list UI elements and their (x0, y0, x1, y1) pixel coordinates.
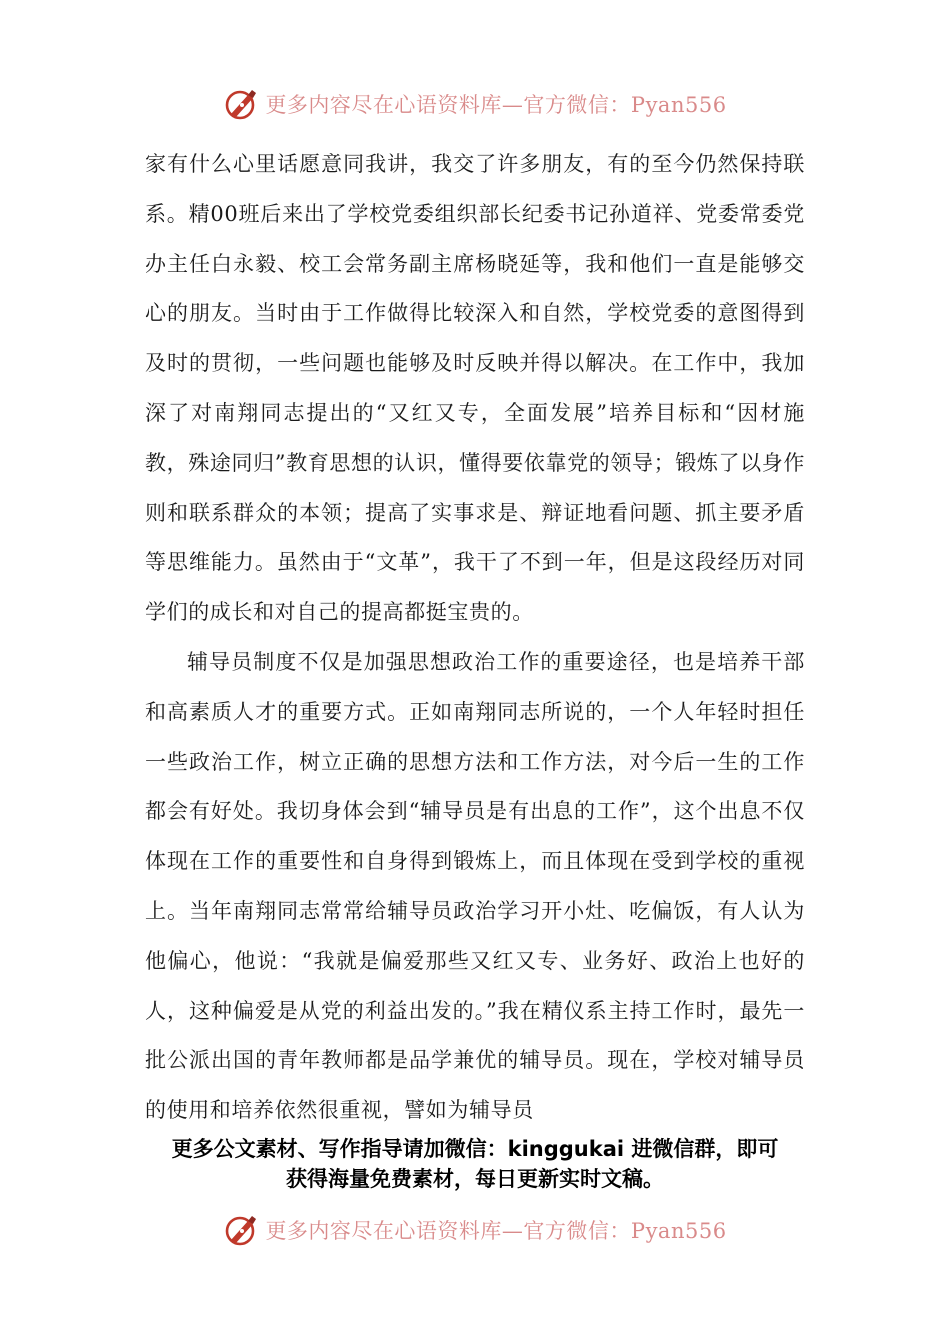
watermark-text: 更多内容尽在心语资料库—官方微信：Pyan556 (265, 93, 727, 117)
paragraph: 辅导员制度不仅是加强思想政治工作的重要途径，也是培养干部和高素质人才的重要方式。正如南翔同志所说的，一个人年轻时担任一些政治工作，树立正确的思想方法和工作方法，对今后一生的工作都会有好处。我切身体会到“辅导员是有出息的工作”，这个出息不仅体现在工作的重要性和自身得到锻炼上，而且体现在受到学校的重视上。当年南翔同志常常给辅导员政治学习开小灶、吃偏饭，有人认为他偏心，他说：“我就是偏爱那些又红又专、业务好、政治上也好的人，这种偏爱是从党的利益出发的。”我在精仪系主持工作时，最先一批公派出国的青年教师都是品学兼优的辅导员。现在，学校对辅导员的使用和培养依然很重视，譬如为辅导员 (145, 649, 805, 1123)
watermark-text: 更多内容尽在心语资料库—官方微信：Pyan556 (265, 1219, 727, 1243)
header-watermark (0, 84, 950, 124)
pen-nib-logo-icon (223, 86, 259, 122)
paragraph: 家有什么心里话愿意同我讲，我交了许多朋友，有的至今仍然保持联系。精00班后来出了学校党委组织部长纪委书记孙道祥、党委常委党办主任白永毅、校工会常务副主席杨晓延等，我和他们一直是能够交心的朋友。当时由于工作做得比较深入和自然，学校党委的意图得到及时的贯彻，一些问题也能够及时反映并得以解决。在工作中，我加深了对南翔同志提出的“又红又专，全面发展”培养目标和“因材施教，殊途同归”教育思想的认识，懂得要依靠党的领导；锻炼了以身作则和联系群众的本领；提高了实事求是、辩证地看问题、抓主要矛盾等思维能力。虽然由于“文革”，我干了不到一年，但是这段经历对同学们的成长和对自己的提高都挺宝贵的。 (145, 152, 805, 625)
footer-watermark (0, 1210, 950, 1250)
promo-notice-line: 更多公文素材、写作指导请加微信：kinggukai 进微信群，即可 (171, 1137, 779, 1161)
pen-nib-logo-icon (223, 1212, 259, 1248)
document-body (145, 140, 805, 1136)
promo-notice (0, 1134, 950, 1194)
promo-notice-line: 获得海量免费素材，每日更新实时文稿。 (286, 1167, 664, 1191)
